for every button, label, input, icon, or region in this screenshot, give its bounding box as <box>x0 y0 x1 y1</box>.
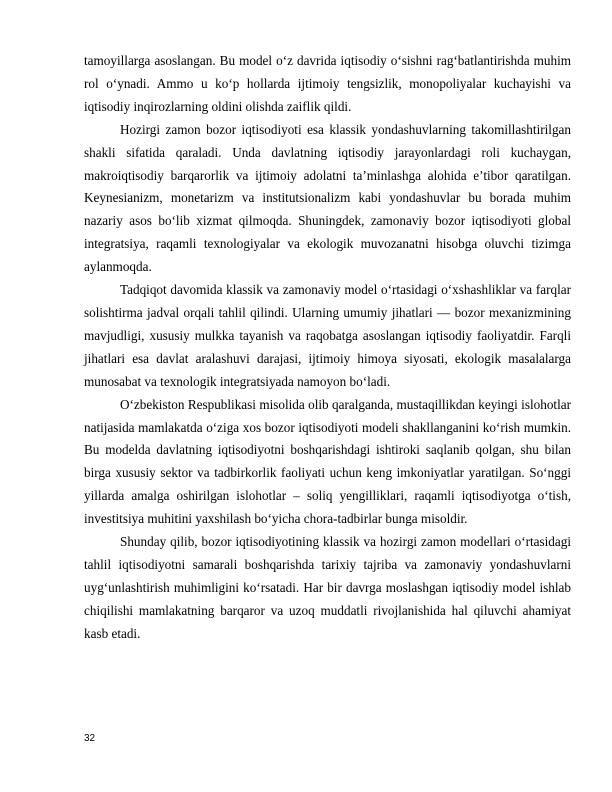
paragraph-continuation: tamoyillarga asoslangan. Bu model o‘z davrida iqtisodiy o‘sishni rag‘batlantirishda muhim rol o‘ynadi. Ammo u ko‘p hollarda ijtimoiy tengsizlik, monopoliyalar kuchayishi va iqtisodiy inqirozlarning oldini olishda zaiflik qildi. <box>84 53 571 114</box>
document-page <box>84 50 571 646</box>
page-number: 32 <box>84 733 96 744</box>
paragraph-modern-market: Hozirgi zamon bozor iqtisodiyoti esa klassik yondashuvlarning takomillashtirilgan shakli sifatida qaraladi. Unda davlatning iqtisodiy jarayonlardagi roli kuchaygan, makroiqtisodiy barqarorlik va ijtimoiy adolatni ta’minlashga alohida e’tibor qaratilgan. Keynesianizm, monetarizm va institutsionalizm kabi yondashuvlar bu borada muhim nazariy asos bo‘lib xizmat qilmoqda. Shuningdek, zamonaviy bozor iqtisodiyoti global integratsiya, raqamli texnologiyalar va ekologik muvozanatni hisobga oluvchi tizimga aylanmoqda. <box>84 121 571 275</box>
paragraph-uzbekistan: O‘zbekiston Respublikasi misolida olib qaralganda, mustaqillikdan keyingi islohotlar natijasida mamlakatda o‘ziga xos bozor iqtisodiyoti modeli shakllanganini ko‘rish mumkin. Bu modelda davlatning iqtisodiyotni boshqarishdagi ishtiroki saqlanib qolgan, shu bilan birga xususiy sektor va tadbirkorlik faoliyati uchun keng imkoniyatlar yaratilgan. So‘nggi yillarda amalga oshirilgan islohotlar – soliq yengilliklari, raqamli iqtisodiyotga o‘tish, investitsiya muhitini yaxshilash bo‘yicha chora-tadbirlar bunga misoldir. <box>84 396 571 527</box>
paragraph-comparison: Tadqiqot davomida klassik va zamonaviy model o‘rtasidagi o‘xshashliklar va farqlar solishtirma jadval orqali tahlil qilindi. Ularning umumiy jihatlari — bozor mexanizmining mavjudligi, xususiy mulkka tayanish va raqobatga asoslangan iqtisodiy faoliyatdir. Farqli jihatlari esa davlat aralashuvi darajasi, ijtimoiy himoya siyosati, ekologik masalalarga munosabat va texnologik integratsiyada namoyon bo‘ladi. <box>84 282 571 389</box>
paragraph-conclusion: Shunday qilib, bozor iqtisodiyotining klassik va hozirgi zamon modellari o‘rtasidagi tahlil iqtisodiyotni samarali boshqarishda tarixiy tajriba va zamonaviy yondashuvlarni uyg‘unlashtirish muhimligini ko‘rsatadi. Har bir davrga moslashgan iqtisodiy model ishlab chiqilishi mamlakatning barqaror va uzoq muddatli rivojlanishida hal qiluvchi ahamiyat kasb etadi. <box>84 534 571 641</box>
